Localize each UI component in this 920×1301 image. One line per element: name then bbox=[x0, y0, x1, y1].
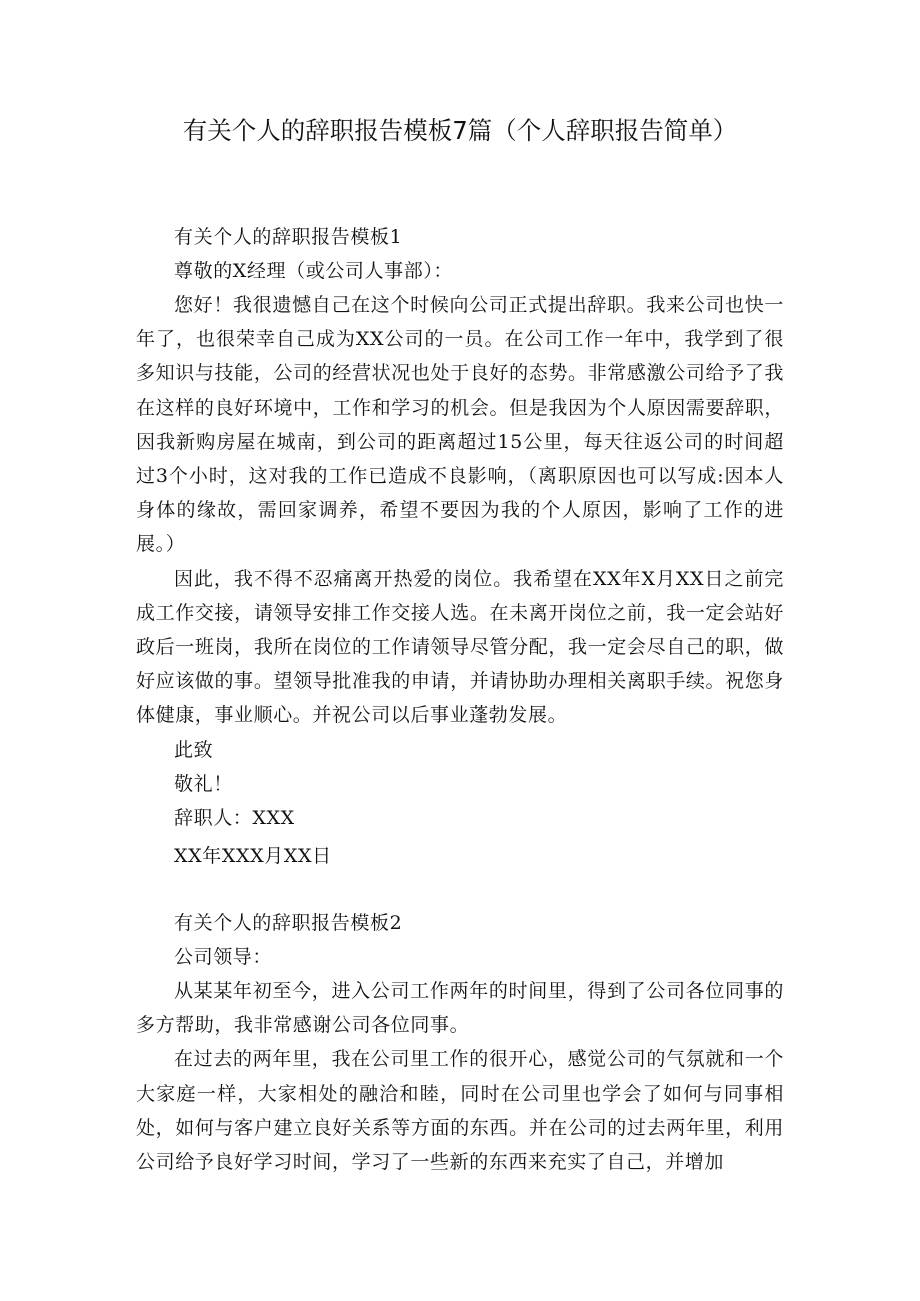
section-heading: 有关个人的辞职报告模板2 bbox=[174, 912, 403, 934]
template-2-section bbox=[136, 906, 784, 1179]
salutation: 公司领导： bbox=[174, 946, 273, 968]
closing-line: 敬礼！ bbox=[174, 772, 233, 795]
signer-line: 辞职人：XXX bbox=[174, 806, 295, 829]
template-1-section bbox=[136, 220, 784, 873]
document-title: 有关个人的辞职报告模板7篇（个人辞职报告简单） bbox=[182, 116, 738, 145]
body-paragraph: 因此，我不得不忍痛离开热爱的岗位。我希望在XX年X月XX日之前完成工作交接，请领导安排工作交接人选。在未离开岗位之前，我一定会站好政后一班岗，我所在岗位的工作请领导尽管分配，我一定会尽自己的职，做好应该做的事。望领导批准我的申请，并请协助办理相关离职手续。祝您身体健康，事业顺心。并祝公司以后事业蓬勃发展。 bbox=[136, 567, 784, 727]
body-paragraph: 您好！我很遗憾自己在这个时候向公司正式提出辞职。我来公司也快一年了，也很荣幸自己成为XX公司的一员。在公司工作一年中，我学到了很多知识与技能，公司的经营状况也处于良好的态势。非常感激公司给予了我在这样的良好环境中，工作和学习的机会。但是我因为个人原因需要辞职，因我新购房屋在城南，到公司的距离超过15公里，每天往返公司的时间超过3个小时，这对我的工作已造成不良影响，（离职原因也可以写成:因本人身体的缘故，需回家调养，希望不要因为我的个人原因，影响了工作的进展。） bbox=[136, 294, 784, 556]
section-heading: 有关个人的辞职报告模板1 bbox=[174, 226, 403, 248]
date-line: XX年XXX月XX日 bbox=[174, 844, 332, 867]
salutation: 尊敬的X经理（或公司人事部）： bbox=[174, 260, 454, 282]
body-paragraph: 从某某年初至今，进入公司工作两年的时间里，得到了公司各位同事的多方帮助，我非常感谢公司各位同事。 bbox=[136, 980, 784, 1037]
closing-line: 此致 bbox=[174, 738, 214, 761]
body-paragraph: 在过去的两年里，我在公司里工作的很开心，感觉公司的气氛就和一个大家庭一样，大家相处的融洽和睦，同时在公司里也学会了如何与同事相处，如何与客户建立良好关系等方面的东西。并在公司的过去两年里，利用公司给予良好学习时间，学习了一些新的东西来充实了自己，并增加 bbox=[136, 1048, 784, 1174]
